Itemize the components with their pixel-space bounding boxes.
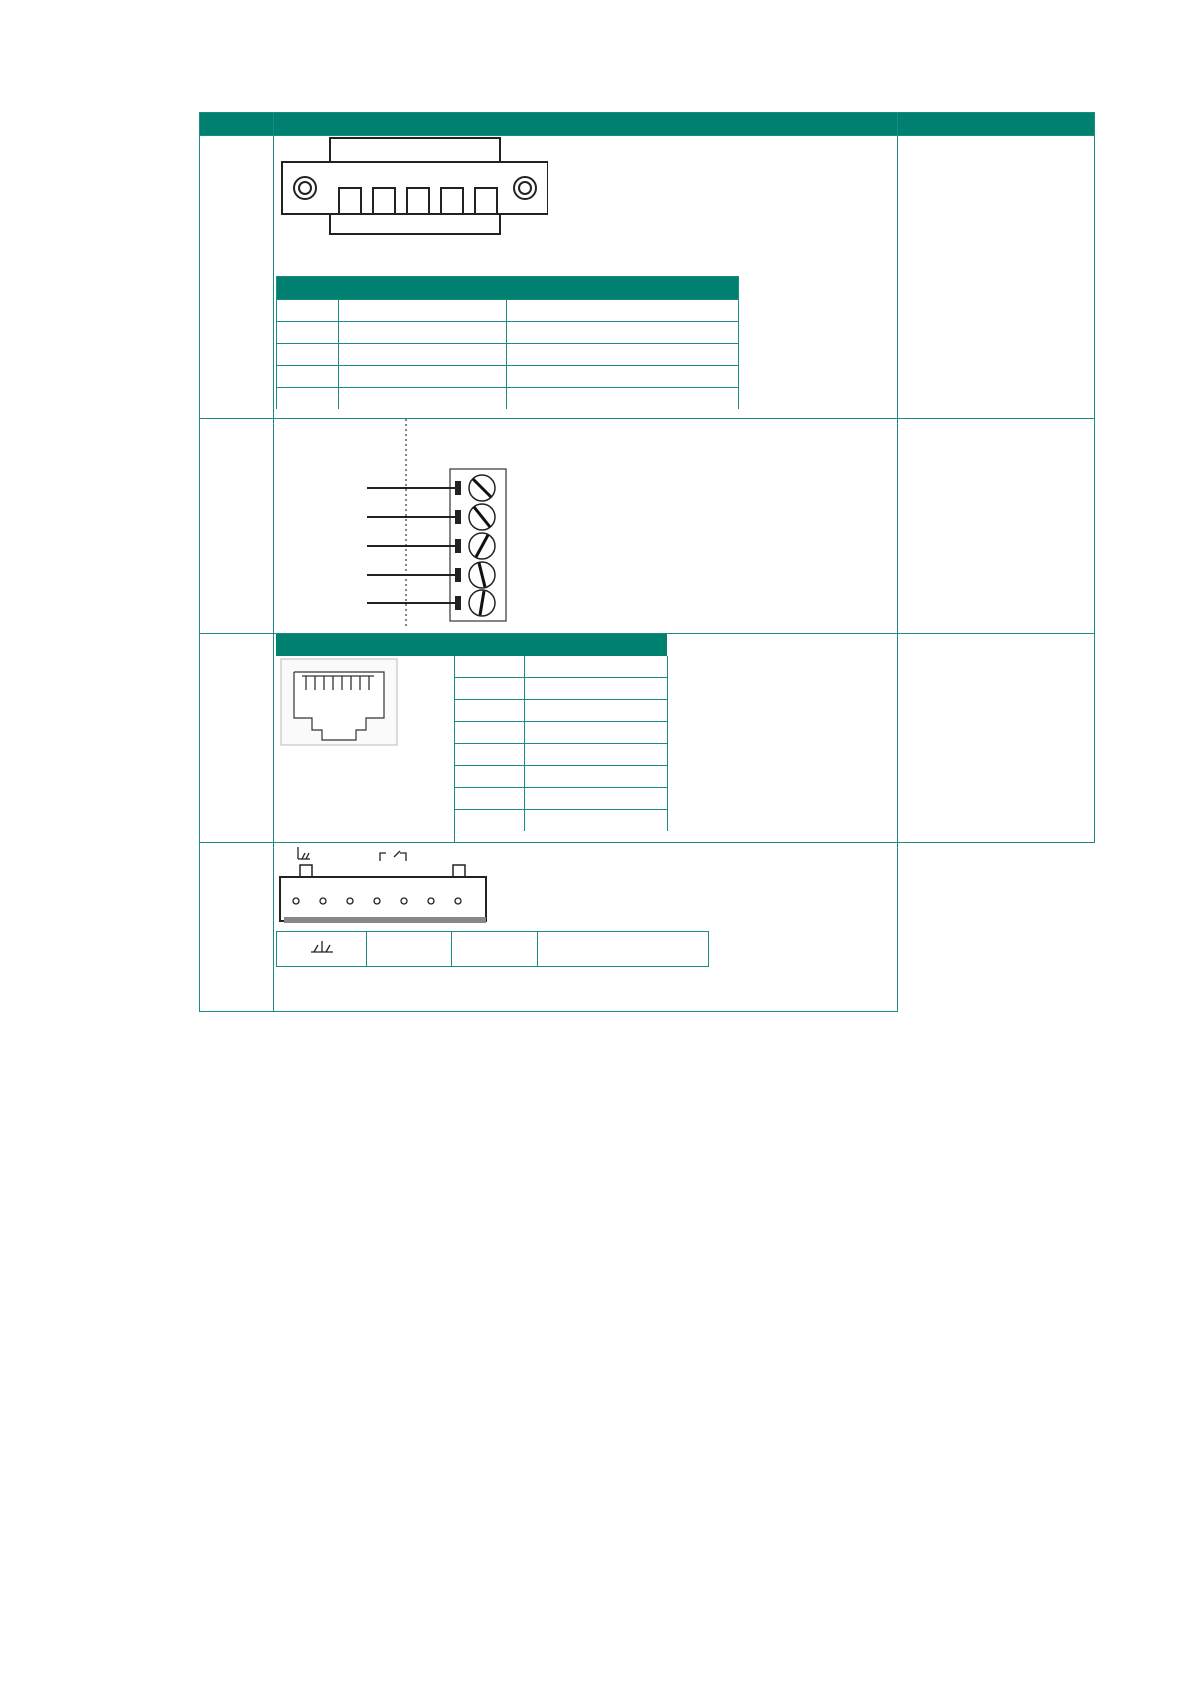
table-row [200,136,1095,419]
rj45-port-diagram [280,658,398,746]
row-content-cell [274,843,898,1012]
row-notes-cell [898,136,1095,419]
row-notes-cell [898,634,1095,843]
rj45-pin-table [454,656,668,831]
header-cell-3 [898,113,1095,136]
row-label-cell [200,419,274,634]
table-row [455,656,668,678]
table-row [200,634,1095,843]
connector-spec-table [199,112,1095,1012]
table-row [455,766,668,788]
rj45-table-header [276,634,667,656]
pin-table-header [277,277,739,300]
power-terminal-7pin-diagram [276,843,496,929]
row-label-cell [200,634,274,843]
row-label-cell [200,136,274,419]
table-row [455,744,668,766]
table-row [455,788,668,810]
row-notes-cell [898,419,1095,634]
rs422-485-wiring-diagram [274,419,574,631]
table-row [455,810,668,832]
table-row [277,388,739,410]
row-content-cell [274,136,898,419]
relay-symbol [380,851,406,861]
row-content-cell [274,634,898,843]
table-row [455,678,668,700]
table-row [277,932,882,967]
table-row [455,722,668,744]
table-row [277,366,739,388]
header-cell-1 [200,113,274,136]
table-header-row [200,113,1095,136]
terminal-block-5pin-diagram [278,136,548,276]
chassis-ground-symbol [298,847,310,859]
table-row [455,700,668,722]
table-row [277,322,739,344]
power-pin-table [276,931,882,967]
chassis-ground-icon [309,943,335,960]
table-row [277,344,739,366]
pin-assignment-table [276,276,739,409]
row-label-cell [200,843,274,1012]
row-content-cell [274,419,898,634]
table-row [200,843,1095,1012]
header-cell-2 [274,113,898,136]
table-row [200,419,1095,634]
table-row [277,300,739,322]
